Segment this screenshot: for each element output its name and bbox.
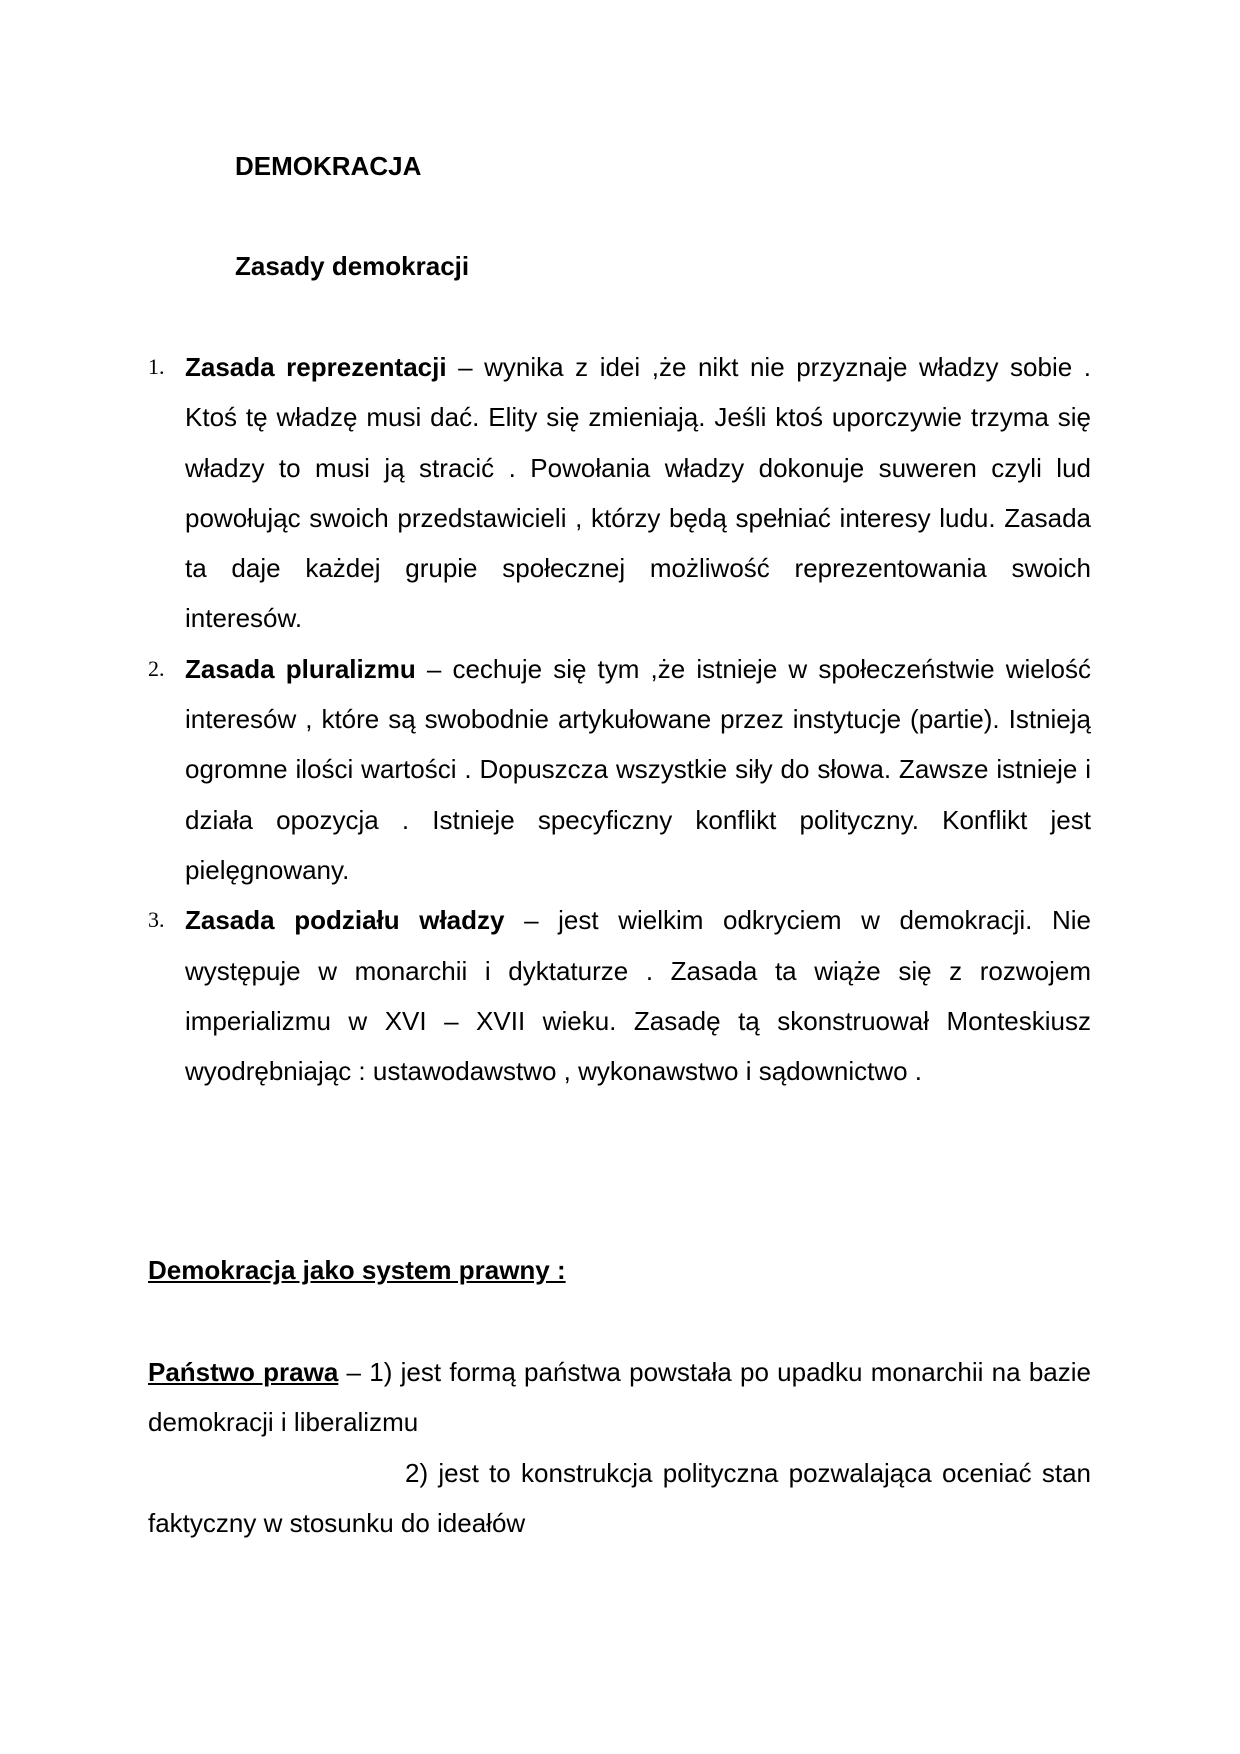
- principle-term: Zasada pluralizmu: [185, 653, 416, 684]
- principles-list: [148, 342, 1091, 1096]
- principle-text: – wynika z idei ,że nikt nie przyznaje władzy sobie . Ktoś tę władzę musi dać. Elity się zmieniają. Jeśli ktoś uporczywie trzyma się władzy to musi ją stracić . Powołania władzy dokonuje suweren czyli lud powołując swoich przedstawicieli , którzy będą spełniać interesy ludu. Zasada ta daje każdej grupie społecznej możliwość reprezentowania swoich interesów.: [185, 352, 1091, 634]
- principle-text: – jest wielkim odkryciem w demokracji. Nie występuje w monarchii i dyktaturze . Zasada ta wiąże się z rozwojem imperializmu w XVI – XVII wieku. Zasadę tą skonstruował Monteskiusz wyodrębniając : ustawodawstwo , wykonawstwo i sądownictwo .: [185, 905, 1092, 1087]
- document-subtitle: Zasady demokracji: [235, 251, 470, 281]
- rule-of-law-term: Państwo prawa: [148, 1357, 339, 1387]
- rule-of-law-point-2-paragraph: [148, 1448, 1091, 1549]
- principle-term: Zasada reprezentacji: [185, 352, 447, 382]
- principle-text: – cechuje się tym ,że istnieje w społeczeństwie wielość interesów , które są swobodnie artykułowane przez instytucje (partie). Istnieją ogromne ilości wartości . Dopuszcza wszystkie siły do słowa. Zawsze istnieje i działa opozycja . Istnieje specyficzny konflikt polityczny. Konflikt jest pielęgnowany.: [185, 653, 1091, 885]
- list-number: 1.: [148, 354, 165, 379]
- document-title: DEMOKRACJA: [235, 151, 422, 181]
- rule-of-law-paragraph: [148, 1347, 1091, 1448]
- list-number: 2.: [148, 655, 165, 681]
- principle-item-representation: [148, 342, 1091, 644]
- principle-item-pluralism: [148, 644, 1091, 895]
- rule-of-law-point-1: – 1) jest formą państwa powstała po upadku monarchii na bazie demokracji i liberalizmu: [148, 1357, 1092, 1438]
- principle-term: Zasada podziału władzy: [185, 905, 505, 936]
- principle-item-separation-of-powers: [148, 895, 1091, 1096]
- section-heading: Demokracja jako system prawny :: [148, 1255, 566, 1285]
- rule-of-law-point-2: 2) jest to konstrukcja polityczna pozwalająca oceniać stan faktyczny w stosunku do ideałów: [148, 1458, 1091, 1539]
- list-number: 3.: [148, 907, 165, 933]
